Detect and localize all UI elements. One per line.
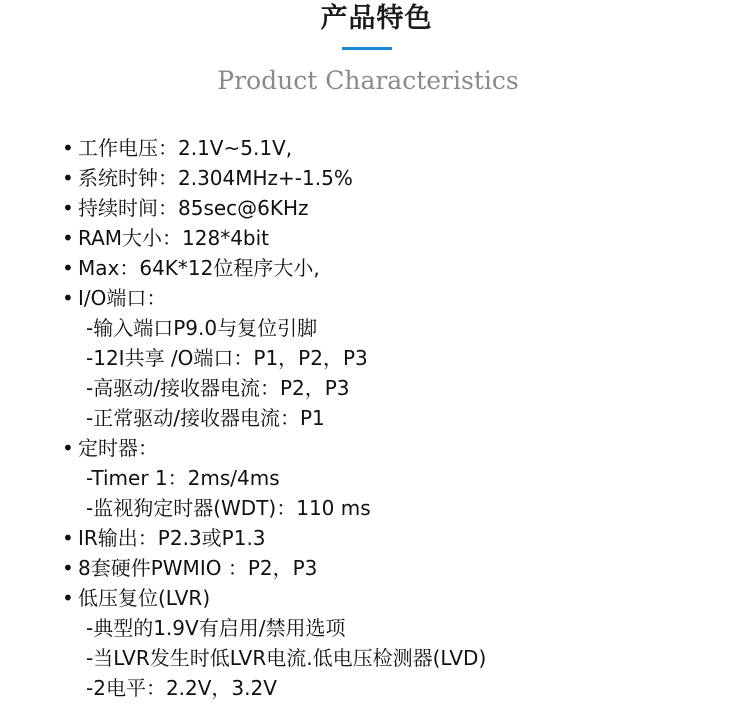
section-title: 产品特色 bbox=[320, 3, 433, 34]
spec-text: -典型的1.9V有启用/禁用选项 bbox=[86, 616, 346, 640]
spec-sub-item bbox=[62, 343, 486, 373]
bullet-icon: • bbox=[62, 256, 74, 280]
spec-text: RAM大小：128*4bit bbox=[78, 226, 270, 250]
spec-item bbox=[62, 283, 486, 313]
bullet-icon: • bbox=[62, 136, 74, 160]
bullet-icon: • bbox=[62, 166, 74, 190]
spec-item bbox=[62, 193, 486, 223]
spec-item bbox=[62, 523, 486, 553]
title-accent-divider bbox=[342, 47, 392, 50]
spec-text: -当LVR发生时低LVR电流.低电压检测器(LVD) bbox=[86, 646, 487, 670]
spec-item bbox=[62, 223, 486, 253]
spec-list bbox=[62, 133, 486, 703]
bullet-icon: • bbox=[62, 436, 74, 460]
spec-item bbox=[62, 163, 486, 193]
spec-sub-item bbox=[62, 643, 486, 673]
spec-sub-item bbox=[62, 463, 486, 493]
section-subtitle: Product Characteristics bbox=[217, 66, 519, 95]
bullet-icon: • bbox=[62, 196, 74, 220]
spec-text: 持续时间：85sec@6KHz bbox=[78, 196, 309, 220]
spec-sub-item bbox=[62, 313, 486, 343]
bullet-icon: • bbox=[62, 526, 74, 550]
spec-text: Max：64K*12位程序大小, bbox=[78, 256, 320, 280]
spec-text: 8套硬件PWMIO ：P2，P3 bbox=[78, 556, 318, 580]
spec-text: IR输出：P2.3或P1.3 bbox=[78, 526, 266, 550]
spec-item bbox=[62, 583, 486, 613]
bullet-icon: • bbox=[62, 556, 74, 580]
spec-text: -12I共享 /O端口：P1，P2，P3 bbox=[86, 346, 368, 370]
spec-item bbox=[62, 253, 486, 283]
spec-text: 低压复位(LVR) bbox=[78, 586, 211, 610]
spec-item bbox=[62, 433, 486, 463]
spec-text: -监视狗定时器(WDT)：110 ms bbox=[86, 496, 371, 520]
spec-sub-item bbox=[62, 673, 486, 703]
spec-text: -Timer 1：2ms/4ms bbox=[86, 466, 280, 490]
spec-text: -输入端口P9.0与复位引脚 bbox=[86, 316, 318, 340]
spec-sub-item bbox=[62, 613, 486, 643]
spec-sub-item bbox=[62, 493, 486, 523]
spec-text: 系统时钟：2.304MHz+-1.5% bbox=[78, 166, 353, 190]
spec-text: 定时器： bbox=[78, 436, 158, 460]
bullet-icon: • bbox=[62, 286, 74, 310]
bullet-icon: • bbox=[62, 226, 74, 250]
spec-text: -正常驱动/接收器电流：P1 bbox=[86, 406, 325, 430]
spec-item bbox=[62, 133, 486, 163]
spec-sub-item bbox=[62, 403, 486, 433]
bullet-icon: • bbox=[62, 586, 74, 610]
spec-text: I/O端口： bbox=[78, 286, 167, 310]
spec-text: -2电平：2.2V，3.2V bbox=[86, 676, 277, 700]
spec-text: -高驱动/接收器电流：P2，P3 bbox=[86, 376, 350, 400]
spec-item bbox=[62, 553, 486, 583]
spec-text: 工作电压：2.1V~5.1V, bbox=[78, 136, 293, 160]
spec-sub-item bbox=[62, 373, 486, 403]
